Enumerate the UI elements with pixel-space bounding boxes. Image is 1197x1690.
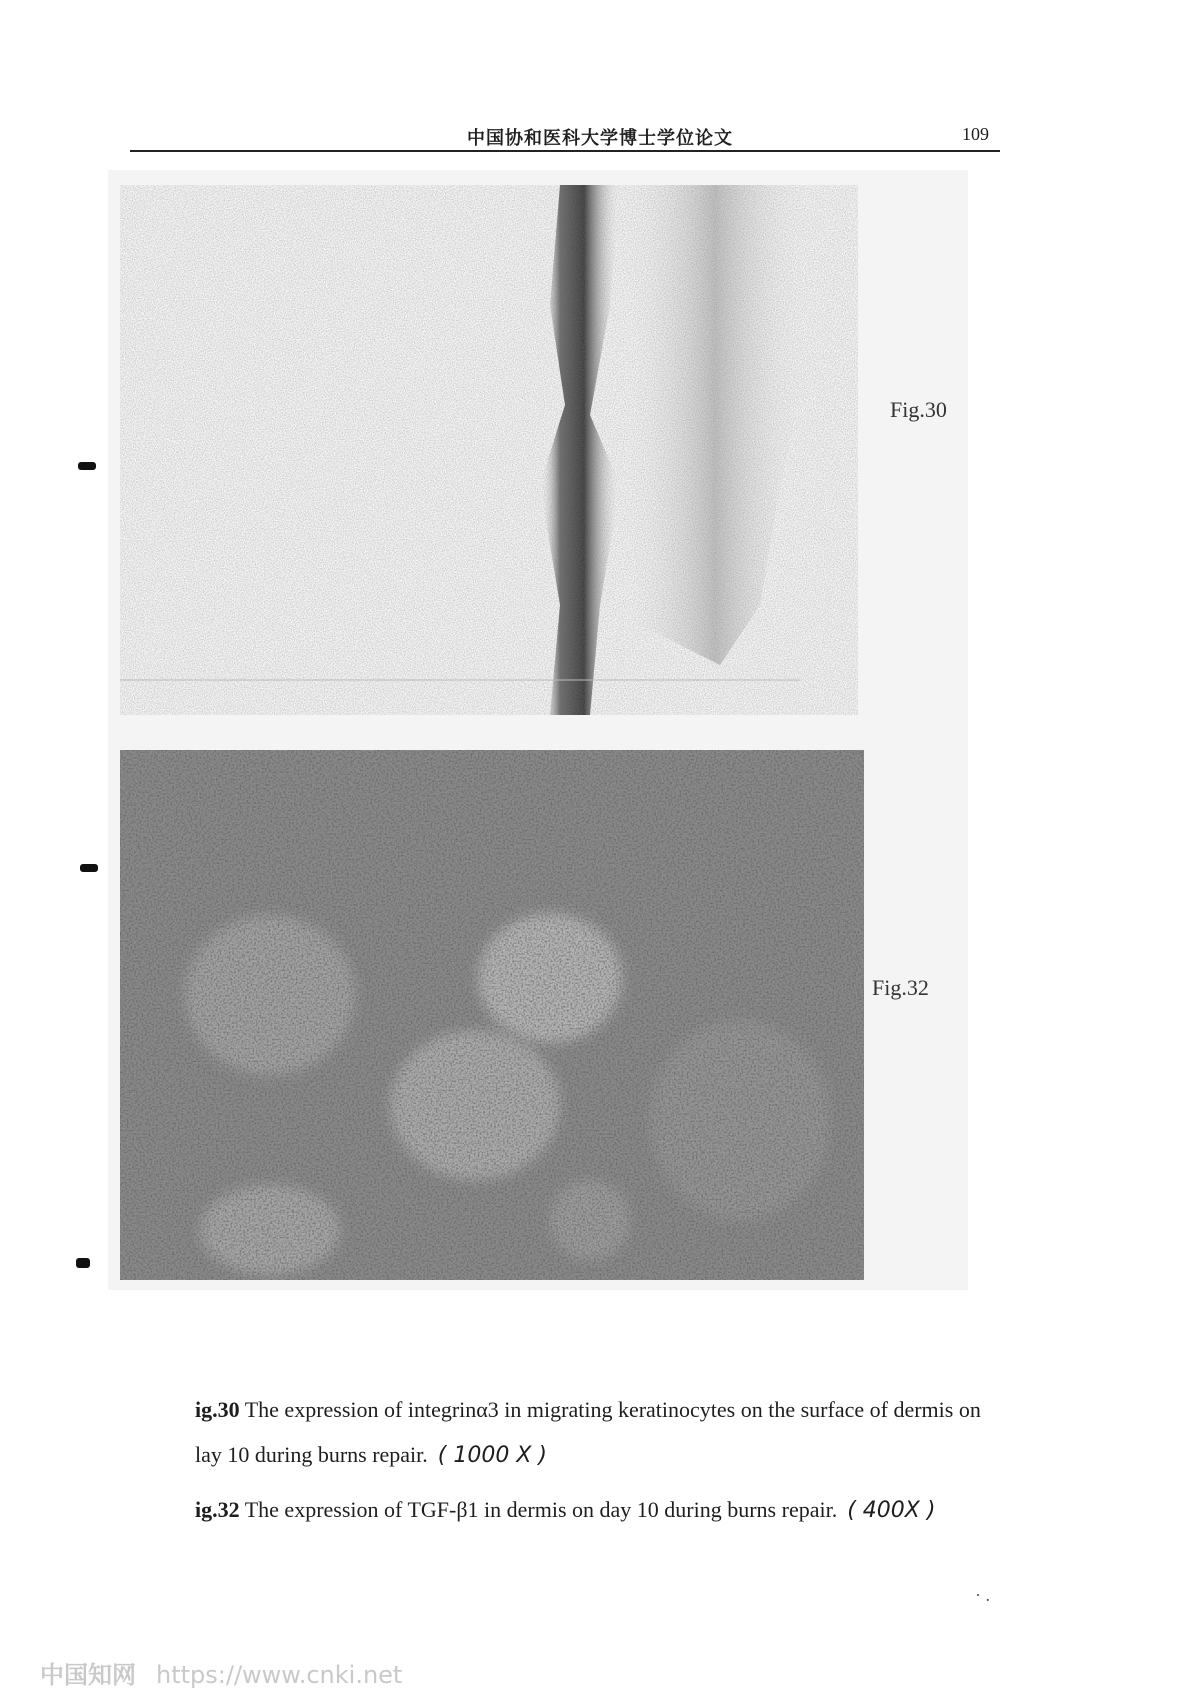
caption-fig32-text: The expression of TGF-β1 in dermis on day 10 during burns repair.: [239, 1497, 838, 1522]
running-header-title: 中国协和医科大学博士学位论文: [467, 128, 733, 149]
margin-mark: [76, 1258, 90, 1268]
page-number: 109: [962, 124, 989, 144]
figure-label-fig30: Fig.30: [890, 397, 947, 422]
caption-fig30: [195, 1395, 981, 1425]
caption-fig30-text: The expression of integrinα3 in migrating keratinocytes on the surface of dermis on: [239, 1397, 981, 1422]
header-rule: [130, 150, 1000, 152]
caption-fig32: [195, 1495, 935, 1526]
micrograph-fig30: [120, 185, 858, 715]
figure-label-fig32: Fig.32: [872, 975, 929, 1000]
micrograph-fig32: [120, 750, 864, 1280]
handwritten-magnification-fig30: ( 1000 X ): [437, 1443, 548, 1468]
cnki-watermark: [40, 1655, 402, 1690]
watermark-url: https://www.cnki.net: [156, 1661, 403, 1689]
watermark-brand: 中国知网: [40, 1661, 136, 1689]
margin-mark: [80, 864, 98, 872]
handwritten-magnification-fig32: ( 400X ): [847, 1498, 936, 1523]
margin-mark: [78, 462, 96, 470]
caption-fig30-continued: [195, 1440, 547, 1471]
caption-fig30-text-cont: lay 10 during burns repair.: [195, 1442, 428, 1467]
caption-fig30-label: ig.30: [195, 1397, 240, 1422]
caption-fig32-label: ig.32: [195, 1497, 240, 1522]
corner-mark: · .: [975, 1585, 990, 1605]
